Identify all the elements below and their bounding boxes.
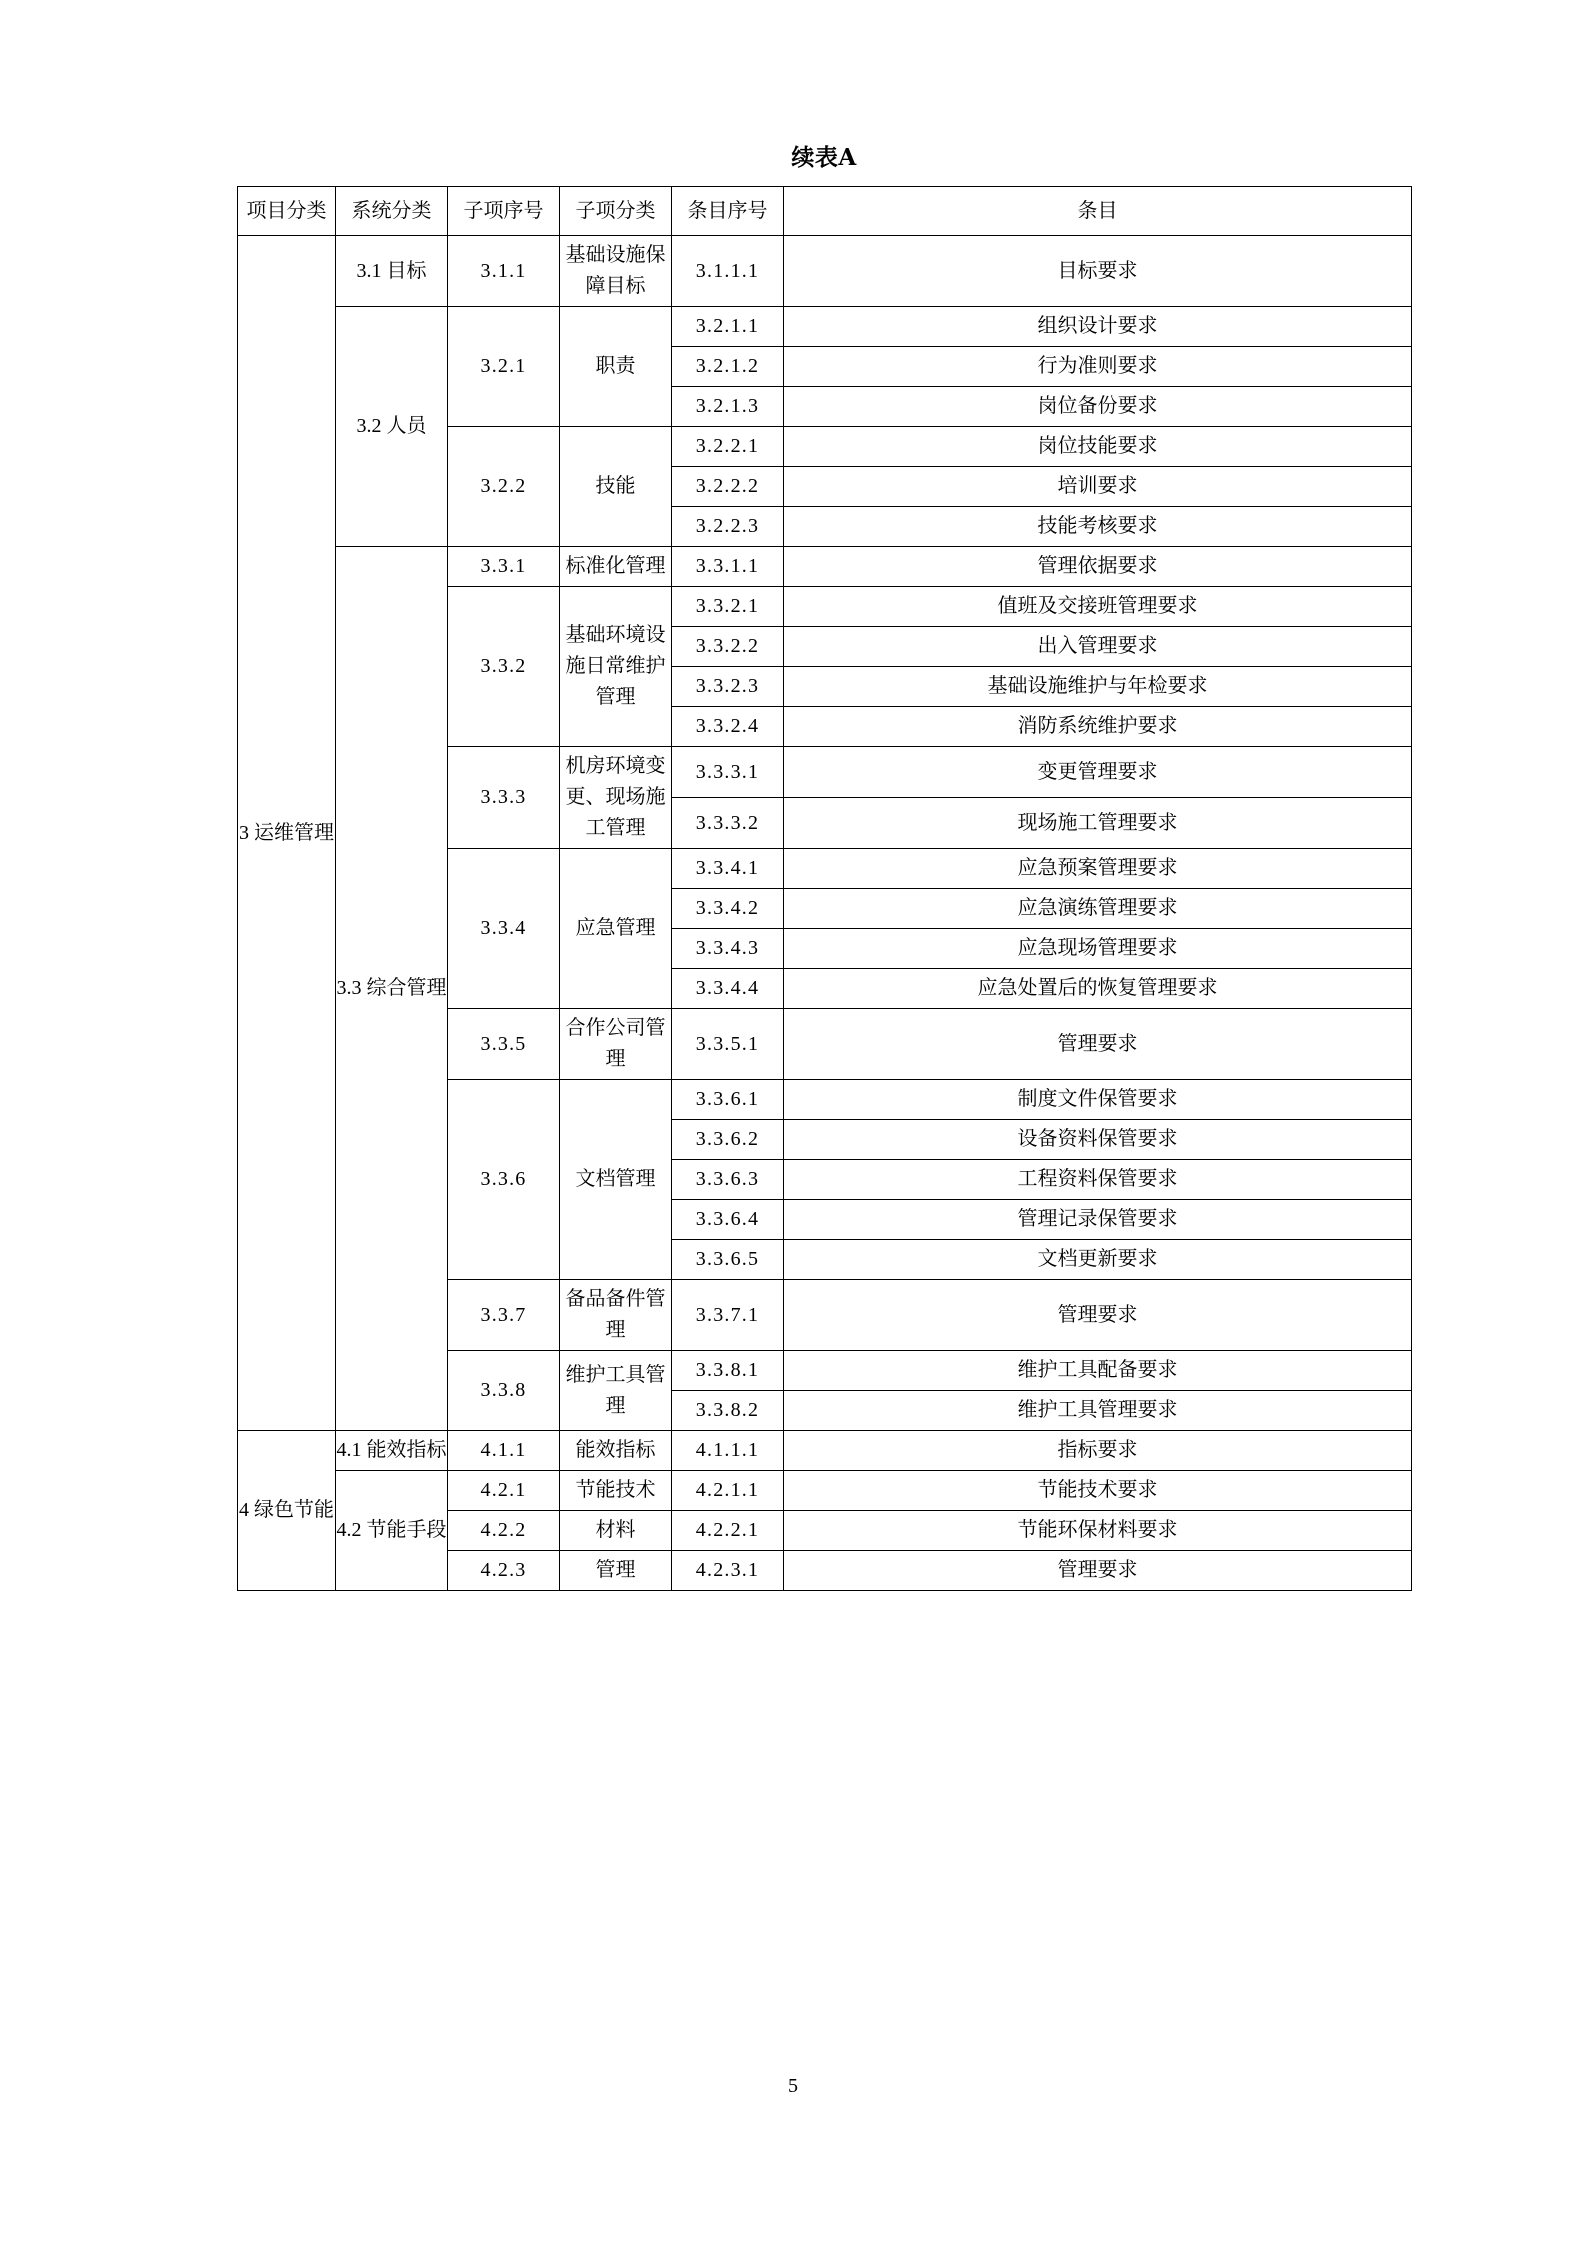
- cell-subitem-number: 3.3.4: [448, 849, 560, 1009]
- cell-subitem-category: 能效指标: [560, 1431, 672, 1471]
- cell-entry-number: 3.3.8.2: [672, 1391, 784, 1431]
- cell-entry: 值班及交接班管理要求: [784, 587, 1412, 627]
- cell-subitem-number: 3.3.7: [448, 1280, 560, 1351]
- cell-entry: 组织设计要求: [784, 307, 1412, 347]
- table-title: 续表A: [791, 144, 857, 171]
- cell-entry-number: 3.3.6.2: [672, 1120, 784, 1160]
- cell-entry-number: 4.2.2.1: [672, 1511, 784, 1551]
- cell-subitem-category: 标准化管理: [560, 547, 672, 587]
- cell-subitem-category: 管理: [560, 1551, 672, 1591]
- cell-entry: 节能环保材料要求: [784, 1511, 1412, 1551]
- cell-subitem-number: 3.3.6: [448, 1080, 560, 1280]
- table-header-row: [238, 187, 1412, 236]
- cell-entry-number: 3.3.4.2: [672, 889, 784, 929]
- cell-entry-number: 3.2.2.1: [672, 427, 784, 467]
- cell-system-category: 3.1 目标: [336, 236, 448, 307]
- cell-entry-number: 4.1.1.1: [672, 1431, 784, 1471]
- cell-subitem-number: 3.2.2: [448, 427, 560, 547]
- cell-subitem-number: 4.1.1: [448, 1431, 560, 1471]
- table-row: [238, 1471, 1412, 1511]
- cell-entry: 消防系统维护要求: [784, 707, 1412, 747]
- cell-entry: 管理记录保管要求: [784, 1200, 1412, 1240]
- cell-subitem-category: 机房环境变更、现场施工管理: [560, 747, 672, 849]
- cell-entry-number: 3.3.1.1: [672, 547, 784, 587]
- cell-subitem-number: 4.2.3: [448, 1551, 560, 1591]
- column-header-entry-number: 条目序号: [672, 187, 784, 236]
- cell-subitem-number: 3.2.1: [448, 307, 560, 427]
- cell-entry: 制度文件保管要求: [784, 1080, 1412, 1120]
- cell-entry: 岗位技能要求: [784, 427, 1412, 467]
- cell-entry-number: 3.3.5.1: [672, 1009, 784, 1080]
- cell-project-category: 4 绿色节能: [238, 1431, 336, 1591]
- cell-entry: 现场施工管理要求: [784, 798, 1412, 849]
- cell-entry: 文档更新要求: [784, 1240, 1412, 1280]
- cell-entry: 工程资料保管要求: [784, 1160, 1412, 1200]
- cell-subitem-category: 合作公司管理: [560, 1009, 672, 1080]
- cell-subitem-category: 职责: [560, 307, 672, 427]
- column-header-project-category: 项目分类: [238, 187, 336, 236]
- cell-entry-number: 3.3.6.4: [672, 1200, 784, 1240]
- cell-subitem-category: 文档管理: [560, 1080, 672, 1280]
- cell-entry: 应急处置后的恢复管理要求: [784, 969, 1412, 1009]
- cell-subitem-category: 基础设施保障目标: [560, 236, 672, 307]
- cell-entry-number: 4.2.1.1: [672, 1471, 784, 1511]
- cell-entry-number: 3.3.8.1: [672, 1351, 784, 1391]
- table-row: [238, 236, 1412, 307]
- cell-entry: 培训要求: [784, 467, 1412, 507]
- cell-entry: 出入管理要求: [784, 627, 1412, 667]
- cell-subitem-number: 3.3.5: [448, 1009, 560, 1080]
- cell-entry: 节能技术要求: [784, 1471, 1412, 1511]
- cell-entry: 维护工具配备要求: [784, 1351, 1412, 1391]
- cell-entry-number: 3.3.7.1: [672, 1280, 784, 1351]
- cell-entry: 变更管理要求: [784, 747, 1412, 798]
- cell-subitem-number: 3.3.1: [448, 547, 560, 587]
- cell-subitem-category: 材料: [560, 1511, 672, 1551]
- cell-entry: 目标要求: [784, 236, 1412, 307]
- cell-subitem-category: 技能: [560, 427, 672, 547]
- cell-subitem-category: 维护工具管理: [560, 1351, 672, 1431]
- table-row: [238, 1431, 1412, 1471]
- cell-entry-number: 3.2.1.2: [672, 347, 784, 387]
- cell-entry: 指标要求: [784, 1431, 1412, 1471]
- cell-subitem-number: 4.2.2: [448, 1511, 560, 1551]
- cell-entry: 应急现场管理要求: [784, 929, 1412, 969]
- cell-entry: 维护工具管理要求: [784, 1391, 1412, 1431]
- cell-entry-number: 3.2.1.1: [672, 307, 784, 347]
- cell-entry-number: 3.2.1.3: [672, 387, 784, 427]
- cell-system-category: 3.2 人员: [336, 307, 448, 547]
- cell-entry: 应急预案管理要求: [784, 849, 1412, 889]
- cell-entry: 应急演练管理要求: [784, 889, 1412, 929]
- cell-subitem-number: 3.3.3: [448, 747, 560, 849]
- cell-entry-number: 3.3.6.1: [672, 1080, 784, 1120]
- page-number: 5: [788, 2075, 798, 2097]
- cell-project-category: 3 运维管理: [238, 236, 336, 1431]
- cell-entry: 管理依据要求: [784, 547, 1412, 587]
- cell-entry-number: 3.3.2.2: [672, 627, 784, 667]
- cell-entry-number: 3.2.2.2: [672, 467, 784, 507]
- cell-subitem-number: 3.3.8: [448, 1351, 560, 1431]
- cell-entry: 技能考核要求: [784, 507, 1412, 547]
- cell-entry-number: 3.3.3.1: [672, 747, 784, 798]
- cell-entry-number: 3.3.6.5: [672, 1240, 784, 1280]
- column-header-entry: 条目: [784, 187, 1412, 236]
- cell-subitem-category: 基础环境设施日常维护管理: [560, 587, 672, 747]
- cell-entry: 设备资料保管要求: [784, 1120, 1412, 1160]
- cell-entry: 管理要求: [784, 1009, 1412, 1080]
- cell-entry: 岗位备份要求: [784, 387, 1412, 427]
- cell-entry-number: 3.3.4.1: [672, 849, 784, 889]
- cell-entry-number: 3.3.4.3: [672, 929, 784, 969]
- cell-entry-number: 3.1.1.1: [672, 236, 784, 307]
- column-header-subitem-number: 子项序号: [448, 187, 560, 236]
- cell-system-category: 4.1 能效指标: [336, 1431, 448, 1471]
- cell-entry-number: 3.3.3.2: [672, 798, 784, 849]
- cell-entry: 管理要求: [784, 1280, 1412, 1351]
- cell-subitem-number: 4.2.1: [448, 1471, 560, 1511]
- cell-entry-number: 3.3.4.4: [672, 969, 784, 1009]
- cell-system-category: 4.2 节能手段: [336, 1471, 448, 1591]
- column-header-subitem-category: 子项分类: [560, 187, 672, 236]
- cell-entry-number: 3.3.2.1: [672, 587, 784, 627]
- table-row: [238, 307, 1412, 347]
- cell-entry-number: 4.2.3.1: [672, 1551, 784, 1591]
- cell-subitem-number: 3.1.1: [448, 236, 560, 307]
- cell-entry-number: 3.3.2.3: [672, 667, 784, 707]
- cell-entry-number: 3.2.2.3: [672, 507, 784, 547]
- annex-a-continued-table: [237, 186, 1412, 1591]
- cell-system-category: 3.3 综合管理: [336, 547, 448, 1431]
- cell-subitem-category: 备品备件管理: [560, 1280, 672, 1351]
- cell-entry: 管理要求: [784, 1551, 1412, 1591]
- table-row: [238, 547, 1412, 587]
- cell-subitem-number: 3.3.2: [448, 587, 560, 747]
- cell-entry-number: 3.3.2.4: [672, 707, 784, 747]
- cell-entry: 行为准则要求: [784, 347, 1412, 387]
- cell-entry: 基础设施维护与年检要求: [784, 667, 1412, 707]
- cell-subitem-category: 应急管理: [560, 849, 672, 1009]
- cell-subitem-category: 节能技术: [560, 1471, 672, 1511]
- cell-entry-number: 3.3.6.3: [672, 1160, 784, 1200]
- column-header-system-category: 系统分类: [336, 187, 448, 236]
